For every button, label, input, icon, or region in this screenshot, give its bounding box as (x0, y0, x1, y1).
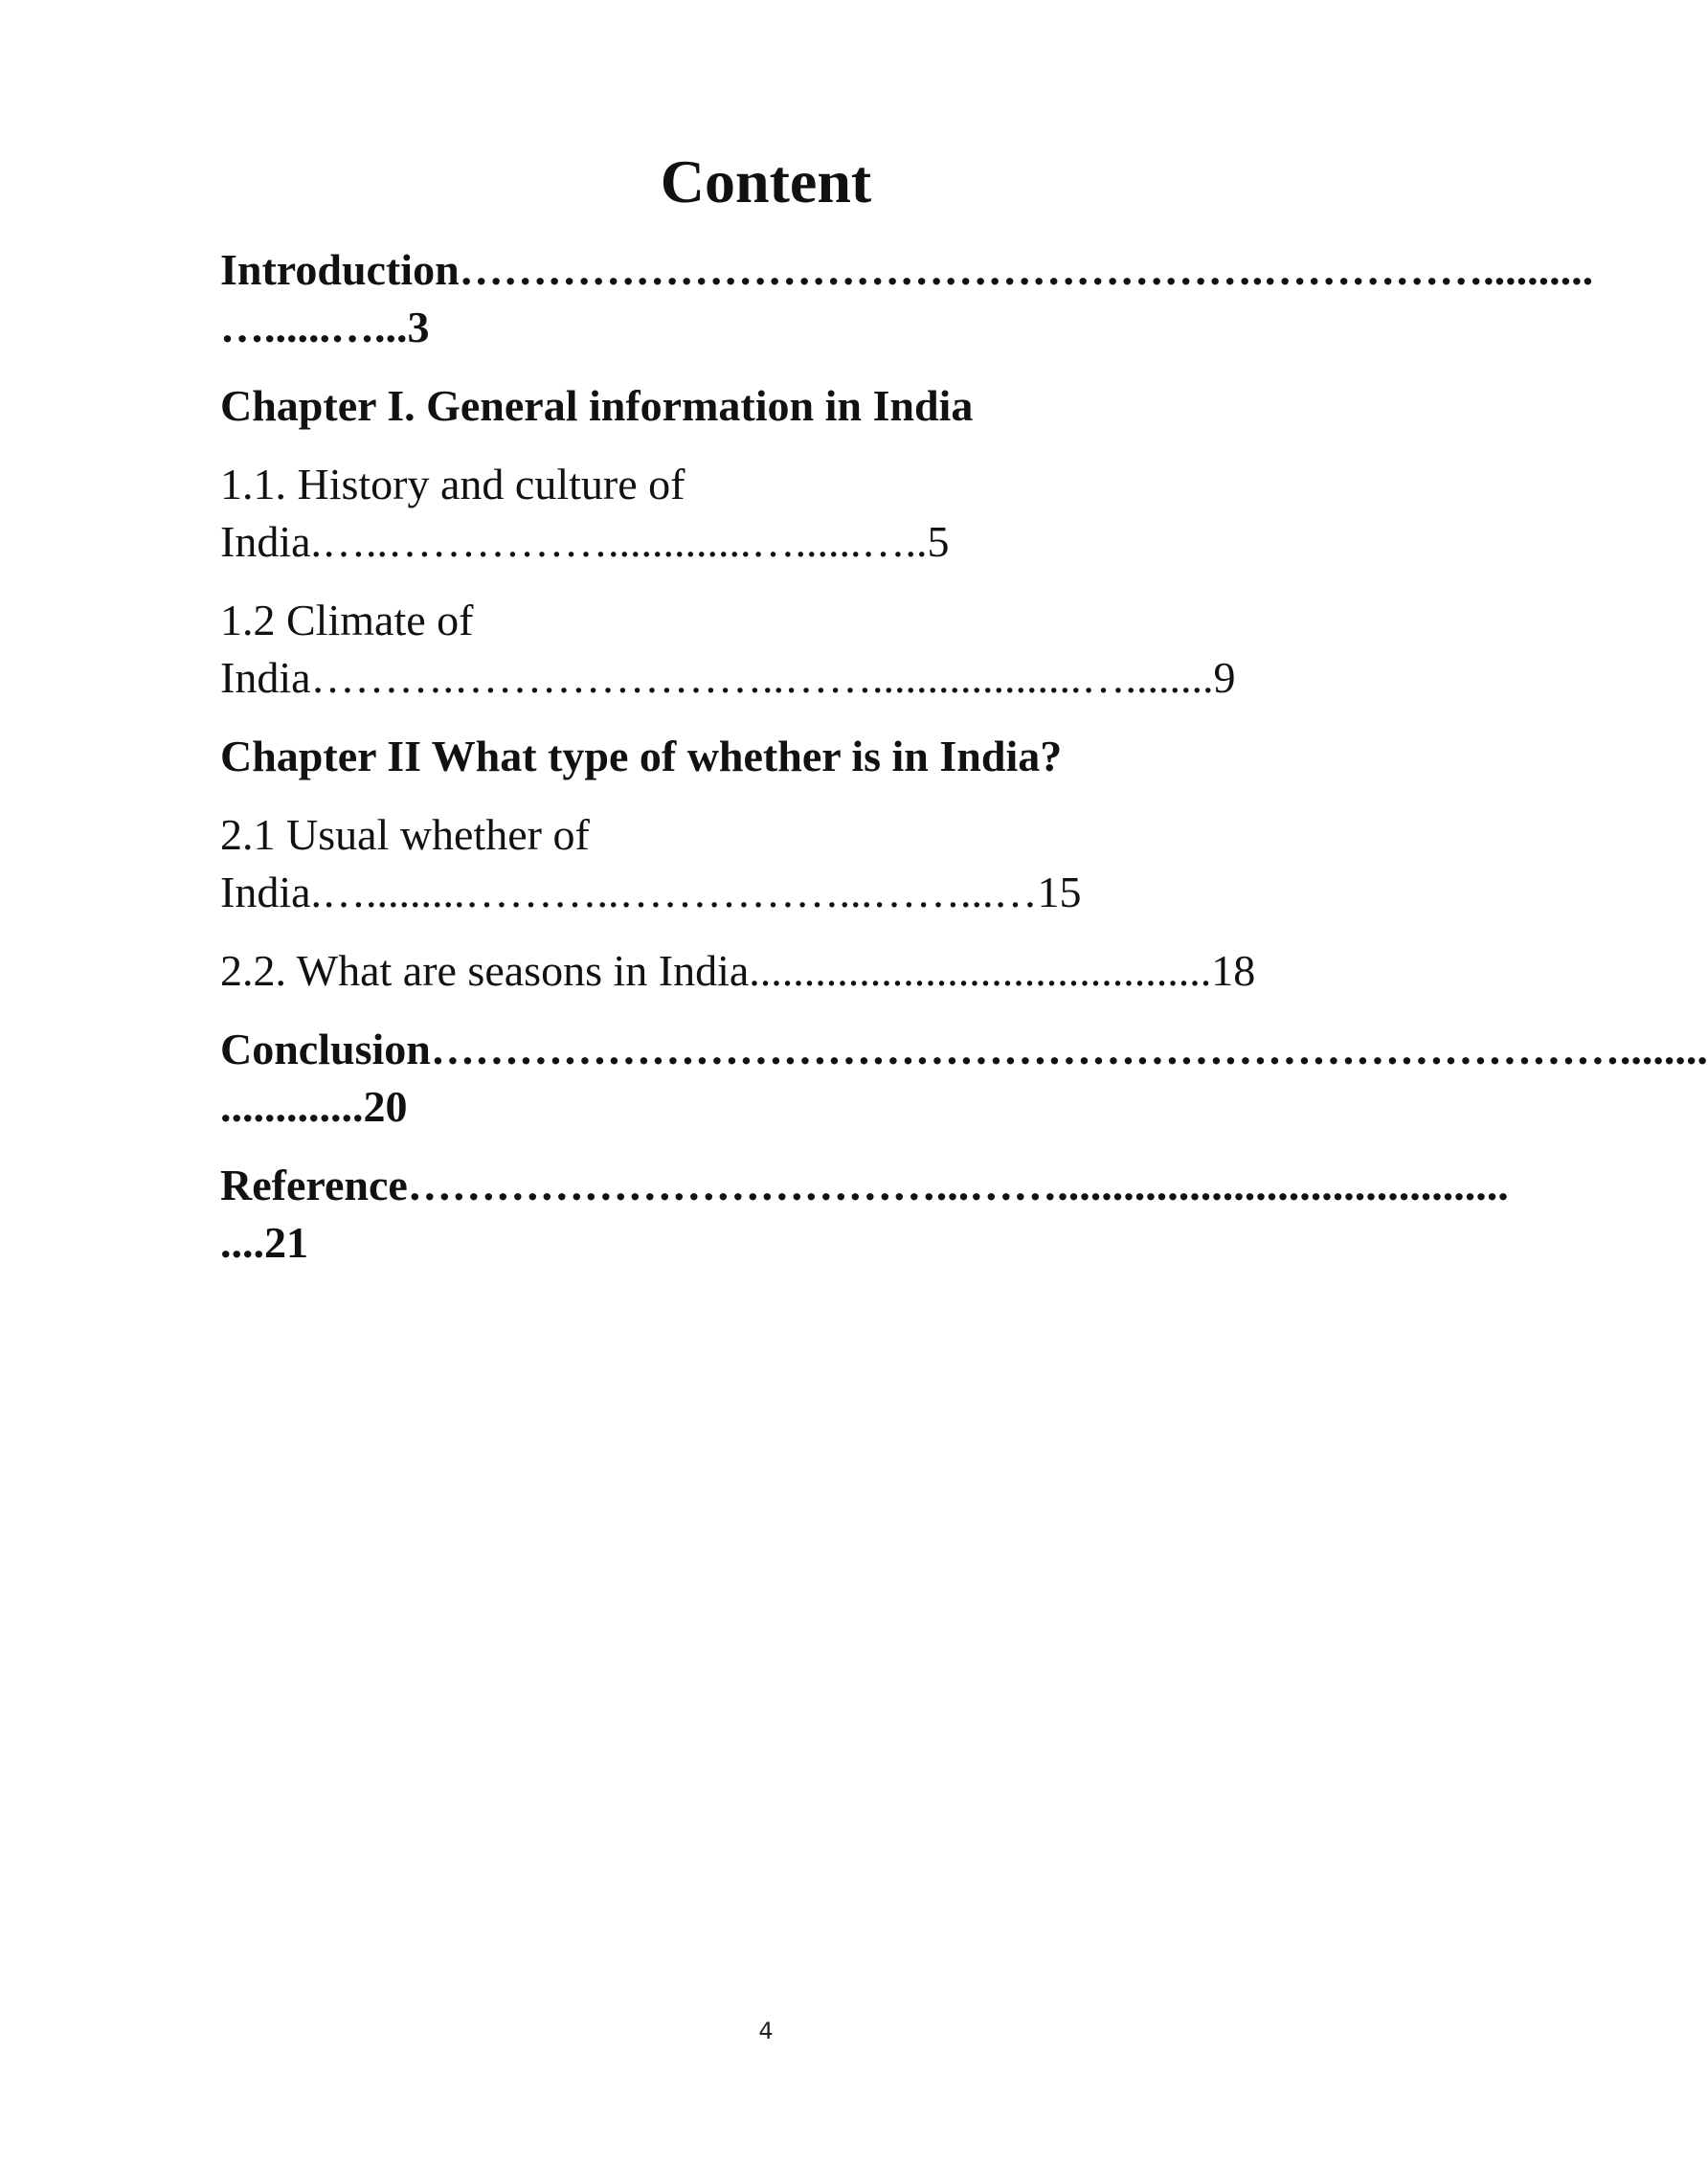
toc-entry-section-2-2 (220, 942, 1427, 1000)
toc-line: Reference………………………………...……......................................... (220, 1161, 1509, 1209)
toc-entry-section-2-1 (220, 806, 1427, 921)
toc-line: 1.2 Climate of (220, 596, 474, 644)
toc-entry-chapter-2 (220, 728, 1427, 785)
toc-line: 2.1 Usual whether of (220, 810, 590, 859)
toc-line: ....21 (220, 1218, 308, 1267)
toc-entry-introduction (220, 241, 1594, 356)
toc-entry-chapter-1 (220, 377, 1427, 435)
toc-line: Conclusion………………………………………………………………………........ (220, 1025, 1708, 1073)
toc-line: …......…...3 (220, 303, 430, 351)
toc-entry-reference (220, 1157, 1509, 1272)
toc-line: India.…..…………….............…......…..5 (220, 517, 950, 566)
page-number: 4 (758, 2018, 774, 2044)
toc-entry-section-1-2 (220, 592, 1427, 707)
toc-line: 2.2. What are seasons in India..........................................18 (220, 946, 1256, 995)
toc-line: Chapter II What type of whether is in India? (220, 732, 1063, 780)
toc-line: 1.1. History and culture of (220, 460, 685, 508)
toc-line: Introduction……………………………………………….…………….......... (220, 245, 1594, 294)
table-of-contents (220, 241, 1708, 1293)
page-title: Content (660, 147, 872, 215)
toc-entry-section-1-1 (220, 456, 1427, 571)
toc-line: .............20 (220, 1082, 408, 1131)
toc-entry-conclusion (220, 1021, 1708, 1136)
toc-line: Chapter I. General information in India (220, 381, 974, 430)
toc-line: India……….…………………..……...................…........9 (220, 653, 1236, 702)
toc-line: India.….........………..……………...……...…15 (220, 868, 1082, 916)
